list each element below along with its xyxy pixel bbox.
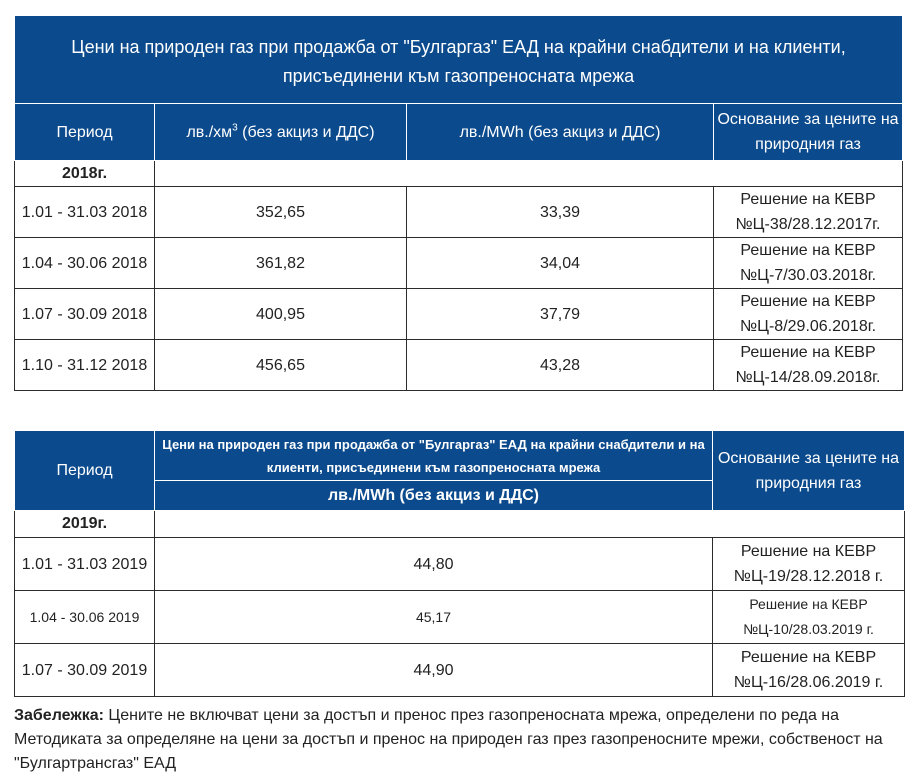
table-title: Цени на природен газ при продажба от "Булгаргаз" ЕАД на крайни снабдители и на клиенти, присъединени към газопреносната мрежа <box>155 431 713 481</box>
column-header-price-mwh: лв./MWh (без акциз и ДДС) <box>407 104 714 161</box>
basis-cell: Решение на КЕВР №Ц-8/29.06.2018г. <box>714 289 903 340</box>
price-m3-cell: 456,65 <box>155 340 407 391</box>
price-m3-cell: 400,95 <box>155 289 407 340</box>
price-mwh-cell: 45,17 <box>155 591 713 644</box>
column-header-basis: Основание за цените на природния газ <box>714 104 903 161</box>
year-row-spacer <box>155 511 905 538</box>
price-mwh-cell: 34,04 <box>407 238 714 289</box>
period-cell: 1.01 - 31.03 2019 <box>15 538 155 591</box>
column-header-period: Период <box>15 431 155 511</box>
price-mwh-cell: 37,79 <box>407 289 714 340</box>
prices-table-2018 <box>14 15 903 391</box>
table-row <box>15 187 903 238</box>
table-row <box>15 238 903 289</box>
basis-cell: Решение на КЕВР №Ц-19/28.12.2018 г. <box>713 538 905 591</box>
table-row <box>15 591 905 644</box>
period-cell: 1.01 - 31.03 2018 <box>15 187 155 238</box>
price-mwh-cell: 44,90 <box>155 644 713 697</box>
table-row <box>15 289 903 340</box>
year-label: 2019г. <box>15 511 155 538</box>
footnote <box>14 704 894 776</box>
column-header-basis: Основание за цените на природния газ <box>713 431 905 511</box>
basis-cell: Решение на КЕВР №Ц-10/28.03.2019 г. <box>713 591 905 644</box>
period-cell: 1.07 - 30.09 2019 <box>15 644 155 697</box>
column-header-period: Период <box>15 104 155 161</box>
table-title: Цени на природен газ при продажба от "Булгаргаз" ЕАД на крайни снабдители и на клиенти, присъединени към газопреносната мрежа <box>15 16 903 104</box>
price-m3-cell: 352,65 <box>155 187 407 238</box>
price-mwh-cell: 43,28 <box>407 340 714 391</box>
price-mwh-cell: 44,80 <box>155 538 713 591</box>
footnote-text: Цените не включват цени за достъп и пренос през газопреносната мрежа, определени по реда на Методиката за определяне на цени за достъп и пренос на природен газ през газопреносните мрежи, собственост на "Булгартрансгаз" ЕАД <box>14 707 883 772</box>
period-cell: 1.07 - 30.09 2018 <box>15 289 155 340</box>
year-row-spacer <box>155 161 903 187</box>
basis-cell: Решение на КЕВР №Ц-16/28.06.2019 г. <box>713 644 905 697</box>
basis-cell: Решение на КЕВР №Ц-7/30.03.2018г. <box>714 238 903 289</box>
period-cell: 1.04 - 30.06 2018 <box>15 238 155 289</box>
footnote-label: Забележка: <box>14 707 104 724</box>
year-label: 2018г. <box>15 161 155 187</box>
column-header-price-mwh: лв./MWh (без акциз и ДДС) <box>155 481 713 511</box>
table-row <box>15 644 905 697</box>
table-row <box>15 538 905 591</box>
column-header-price-m3: $лв./хм^3$ (без акциз и ДДС) <box>155 104 407 161</box>
basis-cell: Решение на КЕВР №Ц-38/28.12.2017г. <box>714 187 903 238</box>
basis-cell: Решение на КЕВР №Ц-14/28.09.2018г. <box>714 340 903 391</box>
period-cell: 1.10 - 31.12 2018 <box>15 340 155 391</box>
period-cell: 1.04 - 30.06 2019 <box>15 591 155 644</box>
price-m3-cell: 361,82 <box>155 238 407 289</box>
price-mwh-cell: 33,39 <box>407 187 714 238</box>
table-row <box>15 340 903 391</box>
prices-table-2019 <box>14 430 905 697</box>
